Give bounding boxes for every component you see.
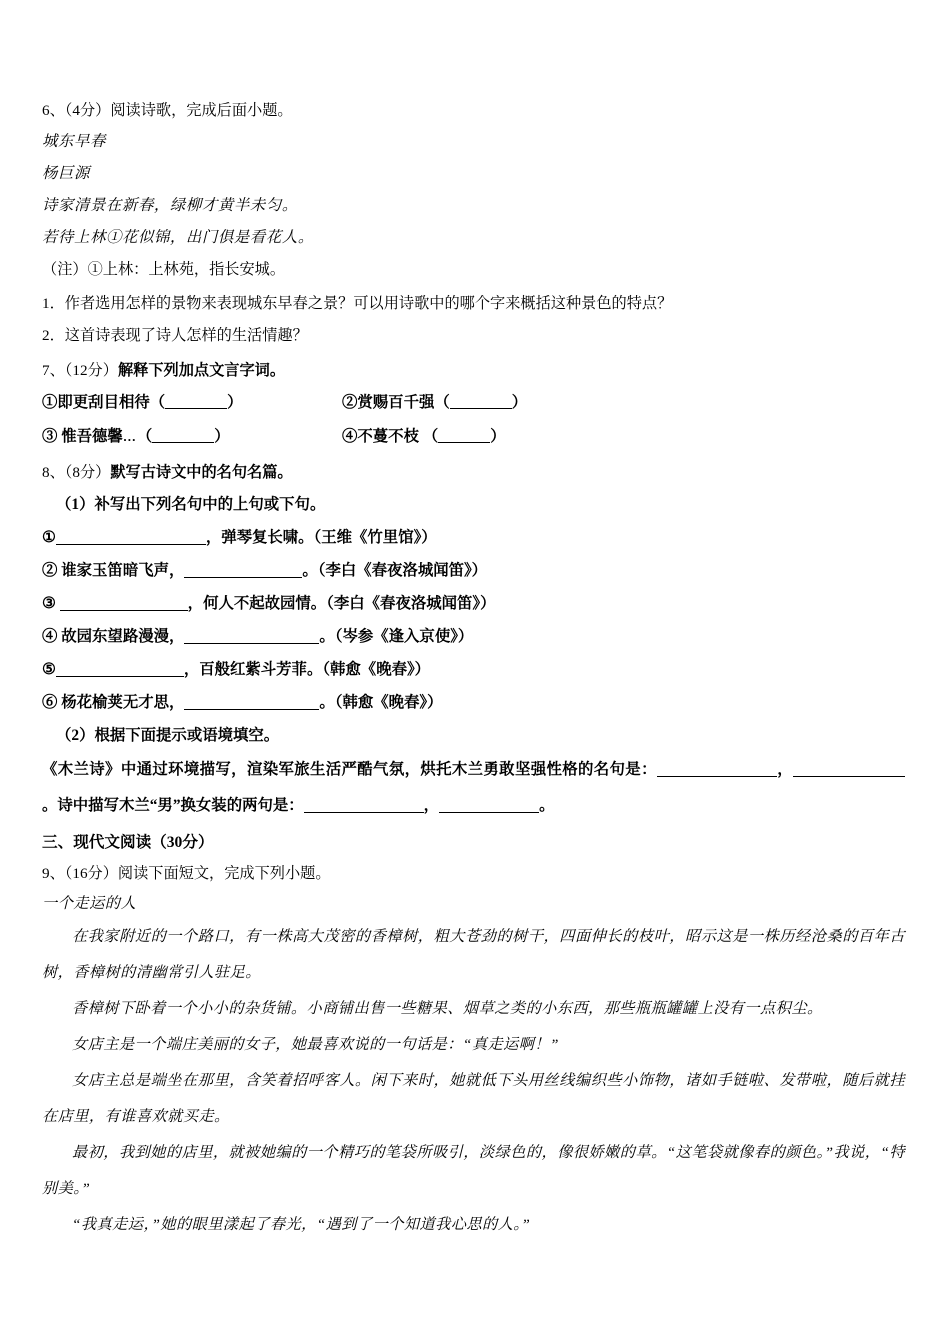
fill-4-after: 。（岑参《逢入京使》） bbox=[319, 628, 474, 645]
question-8-part-1-title: （1）补写出下列名句中的上句或下句。 bbox=[56, 496, 326, 513]
question-7-item-2 bbox=[342, 386, 905, 420]
mulan-blank-2[interactable] bbox=[793, 776, 905, 777]
fill-1-blank[interactable] bbox=[56, 544, 206, 545]
passage-paragraph-3: 女店主是一个端庄美丽的女子，她最喜欢说的一句话是：“真走运啊！” bbox=[72, 1036, 559, 1053]
mulan-sep-1: ， bbox=[776, 761, 793, 778]
passage-paragraph-5: 最初，我到她的店里，就被她编的一个精巧的笔袋所吸引，淡绿色的，像很娇嫩的草。“这笔袋就像春的颜色。”我说，“特别美。” bbox=[42, 1144, 905, 1197]
fill-4-before: 故园东望路漫漫， bbox=[57, 628, 185, 645]
question-6-sub-2: 2．这首诗表现了诗人怎样的生活情趣？ bbox=[42, 327, 308, 344]
question-7-title: 解释下列加点文言字词。 bbox=[117, 362, 285, 379]
question-9-header: 9、（16分）阅读下面短文，完成下列小题。 bbox=[42, 865, 331, 882]
question-7-item-4-answer-blank[interactable]: （ ） bbox=[422, 428, 506, 445]
fill-1-after: ，弹琴复长啸。（王维《竹里馆》） bbox=[205, 529, 437, 546]
fill-2-before: 谁家玉笛暗飞声， bbox=[57, 562, 185, 579]
passage-paragraph-1: 在我家附近的一个路口，有一株高大茂密的香樟树，粗大苍劲的树干，四面伸长的枝叶，昭示这是一株历经沧桑的百年古树，香樟树的清幽常引人驻足。 bbox=[42, 928, 905, 981]
question-7-item-3 bbox=[42, 420, 342, 454]
fill-6-blank[interactable] bbox=[184, 709, 319, 710]
question-8-mulan-prompt bbox=[42, 752, 905, 824]
question-8-title: 默写古诗文中的名句名篇。 bbox=[110, 464, 293, 481]
question-7-item-4-label: ④不蔓不枝 bbox=[342, 428, 423, 445]
poem-line-1: 诗家清景在新春，绿柳才黄半未匀。 bbox=[42, 197, 298, 214]
passage-title: 一个走运的人 bbox=[42, 895, 137, 912]
fill-1-number: ① bbox=[42, 529, 56, 546]
passage-paragraph-2: 香樟树下卧着一个小小的杂货铺。小商铺出售一些糖果、烟草之类的小东西，那些瓶瓶罐罐上没有一点积尘。 bbox=[72, 1000, 823, 1017]
poem-line-2: 若待上林①花似锦，出门俱是看花人。 bbox=[42, 229, 314, 246]
passage-paragraph-4: 女店主总是端坐在那里，含笑着招呼客人。闲下来时，她就低下头用丝线编织些小饰物，诸如手链啦、发带啦，随后就挂在店里，有谁喜欢就买走。 bbox=[42, 1072, 905, 1125]
mulan-prompt-b: 。诗中描写木兰“男”换女装的两句是： bbox=[42, 797, 304, 814]
fill-5-number: ⑤ bbox=[42, 661, 56, 678]
question-7-row-1 bbox=[42, 386, 905, 420]
poem-title: 城东早春 bbox=[42, 133, 106, 150]
question-7-number: 7、 bbox=[42, 362, 65, 379]
question-7-item-1-label: ①即更刮目相待 bbox=[42, 394, 150, 411]
question-7-score: （12分） bbox=[64, 362, 118, 379]
fill-4-blank[interactable] bbox=[184, 643, 319, 644]
fill-2-after: 。（李白《春夜洛城闻笛》） bbox=[302, 562, 488, 579]
mulan-prompt-a: 《木兰诗》中通过环境描写，渲染军旅生活严酷气氛，烘托木兰勇敢坚强性格的名句是： bbox=[42, 761, 657, 778]
poem-note: （注）①上林：上林苑，指长安城。 bbox=[42, 261, 285, 278]
question-6-header: 6、（4分）阅读诗歌，完成后面小题。 bbox=[42, 102, 293, 119]
question-7-row-2 bbox=[42, 420, 905, 454]
mulan-blank-4[interactable] bbox=[439, 812, 539, 813]
fill-5-blank[interactable] bbox=[56, 676, 184, 677]
question-7-item-4 bbox=[342, 420, 905, 454]
mulan-end: 。 bbox=[539, 797, 555, 814]
fill-3-after: ，何人不起故园情。（李白《春夜洛城闻笛》） bbox=[187, 595, 496, 612]
question-8-header bbox=[42, 457, 905, 488]
fill-2-blank[interactable] bbox=[184, 577, 302, 578]
passage-paragraph-6: “我真走运，”她的眼里漾起了春光，“遇到了一个知道我心思的人。” bbox=[72, 1216, 531, 1233]
mulan-blank-1[interactable] bbox=[657, 776, 777, 777]
question-6-sub-1: 1．作者选用怎样的景物来表现城东早春之景？可以用诗歌中的哪个字来概括这种景色的特点？ bbox=[42, 295, 673, 312]
question-8-part-2-title: （2）根据下面提示或语境填空。 bbox=[56, 727, 280, 744]
question-7-item-3-label: ③ 惟吾德馨 bbox=[42, 428, 123, 445]
section-3-heading: 三、现代文阅读（30分） bbox=[42, 834, 214, 851]
question-8-fill-3 bbox=[42, 587, 905, 620]
question-7-item-1 bbox=[42, 386, 342, 420]
question-7-item-2-label: ②赏赐百千强 bbox=[342, 394, 435, 411]
fill-3-blank[interactable] bbox=[60, 610, 188, 611]
fill-2-number: ② bbox=[42, 562, 58, 579]
fill-6-number: ⑥ bbox=[42, 694, 58, 711]
question-8-fill-4 bbox=[42, 620, 905, 653]
fill-3-number: ③ bbox=[42, 595, 56, 612]
question-7-item-2-answer-blank[interactable]: （ ） bbox=[434, 394, 528, 411]
mulan-sep-2: ， bbox=[423, 797, 440, 814]
emphasis-dots-icon: … bbox=[122, 429, 137, 444]
question-7-item-1-answer-blank[interactable]: （ ） bbox=[149, 394, 243, 411]
question-8-number: 8、 bbox=[42, 464, 65, 481]
question-8-fill-1 bbox=[42, 521, 905, 554]
question-8-fill-5 bbox=[42, 653, 905, 686]
question-7-header bbox=[42, 355, 905, 386]
poem-author: 杨巨源 bbox=[42, 165, 90, 182]
question-8-fill-6 bbox=[42, 686, 905, 719]
fill-4-number: ④ bbox=[42, 628, 58, 645]
question-8-score: （8分） bbox=[64, 464, 111, 481]
mulan-blank-3[interactable] bbox=[304, 812, 424, 813]
question-7-item-3-answer-blank[interactable]: （ ） bbox=[136, 428, 230, 445]
fill-6-before: 杨花榆荚无才思， bbox=[57, 694, 185, 711]
fill-6-after: 。（韩愈《晚春》） bbox=[319, 694, 443, 711]
fill-5-after: ，百般红紫斗芳菲。（韩愈《晚春》） bbox=[183, 661, 431, 678]
question-8-fill-2 bbox=[42, 554, 905, 587]
